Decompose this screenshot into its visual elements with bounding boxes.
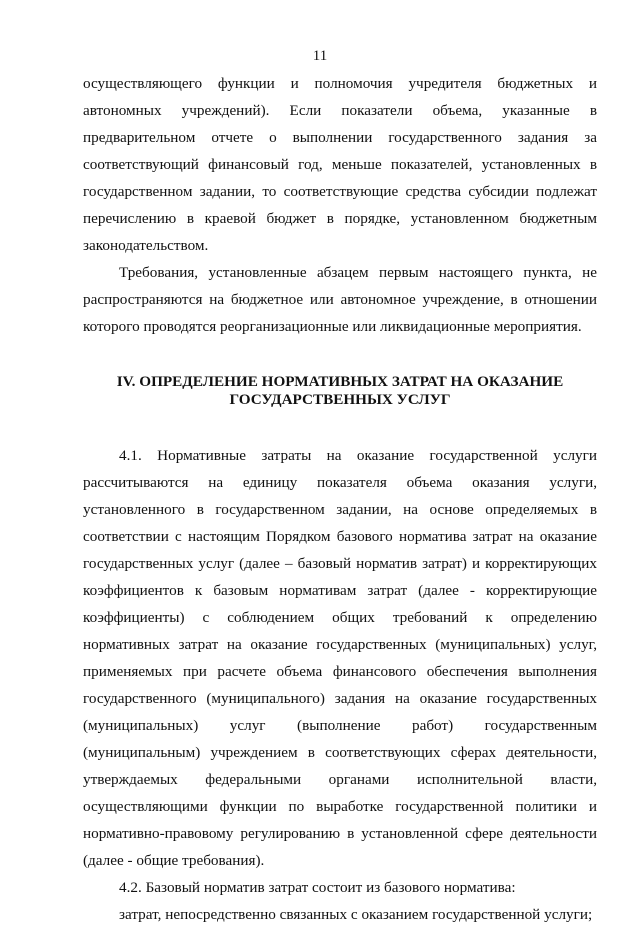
document-body (83, 70, 597, 928)
paragraph-requirements: Требования, установленные абзацем первым настоящего пункта, не распространяются на бюджетное или автономное учреждение, в отношении которого проводятся реорганизационные или ликвидационные мероприятия. (83, 264, 597, 335)
section-heading-line1: IV. ОПРЕДЕЛЕНИЕ НОРМАТИВНЫХ ЗАТРАТ НА ОКАЗАНИЕ (116, 373, 564, 390)
paragraph-4-2-item: затрат, непосредственно связанных с оказанием государственной услуги; (119, 906, 593, 923)
paragraph-continuation: осуществляющего функции и полномочия учредителя бюджетных и автономных учреждений). Если показатели объема, указанные в предварительном отчете о выполнении государственного задания за соответствующий финансовый год, меньше показателей, установленных в государственном задании, то соответствующие средства субсидии подлежат перечислению в краевой бюджет в порядке, установленном бюджетным законодательством. (83, 75, 597, 254)
paragraph-4-2: 4.2. Базовый норматив затрат состоит из базового норматива: (119, 879, 516, 896)
page-number: 11 (312, 48, 328, 64)
section-heading-line2: ГОСУДАРСТВЕННЫХ УСЛУГ (229, 391, 451, 408)
paragraph-4-1: 4.1. Нормативные затраты на оказание государственной услуги рассчитываются на единицу показателя объема оказания услуги, установленного в государственном задании, на основе определяемых в соответствии с настоящим Порядком базового норматива затрат на оказание государственных услуг (далее – базовый норматив затрат) и корректирующих коэффициентов к базовым нормативам затрат (далее - корректирующие коэффициенты) с соблюдением общих требований к определению нормативных затрат на оказание государственных (муниципальных) услуг, применяемых при расчете объема финансового обеспечения выполнения государственного (муниципального) задания на оказание государственных (муниципальных) услуг (выполнение работ) государственным (муниципальным) учреждением в соответствующих сферах деятельности, утверждаемых федеральными органами исполнительной власти, осуществляющими функции по выработке государственной политики и нормативно-правовому регулированию в установленной сфере деятельности (далее - общие требования). (83, 447, 597, 869)
section-heading (83, 373, 597, 409)
